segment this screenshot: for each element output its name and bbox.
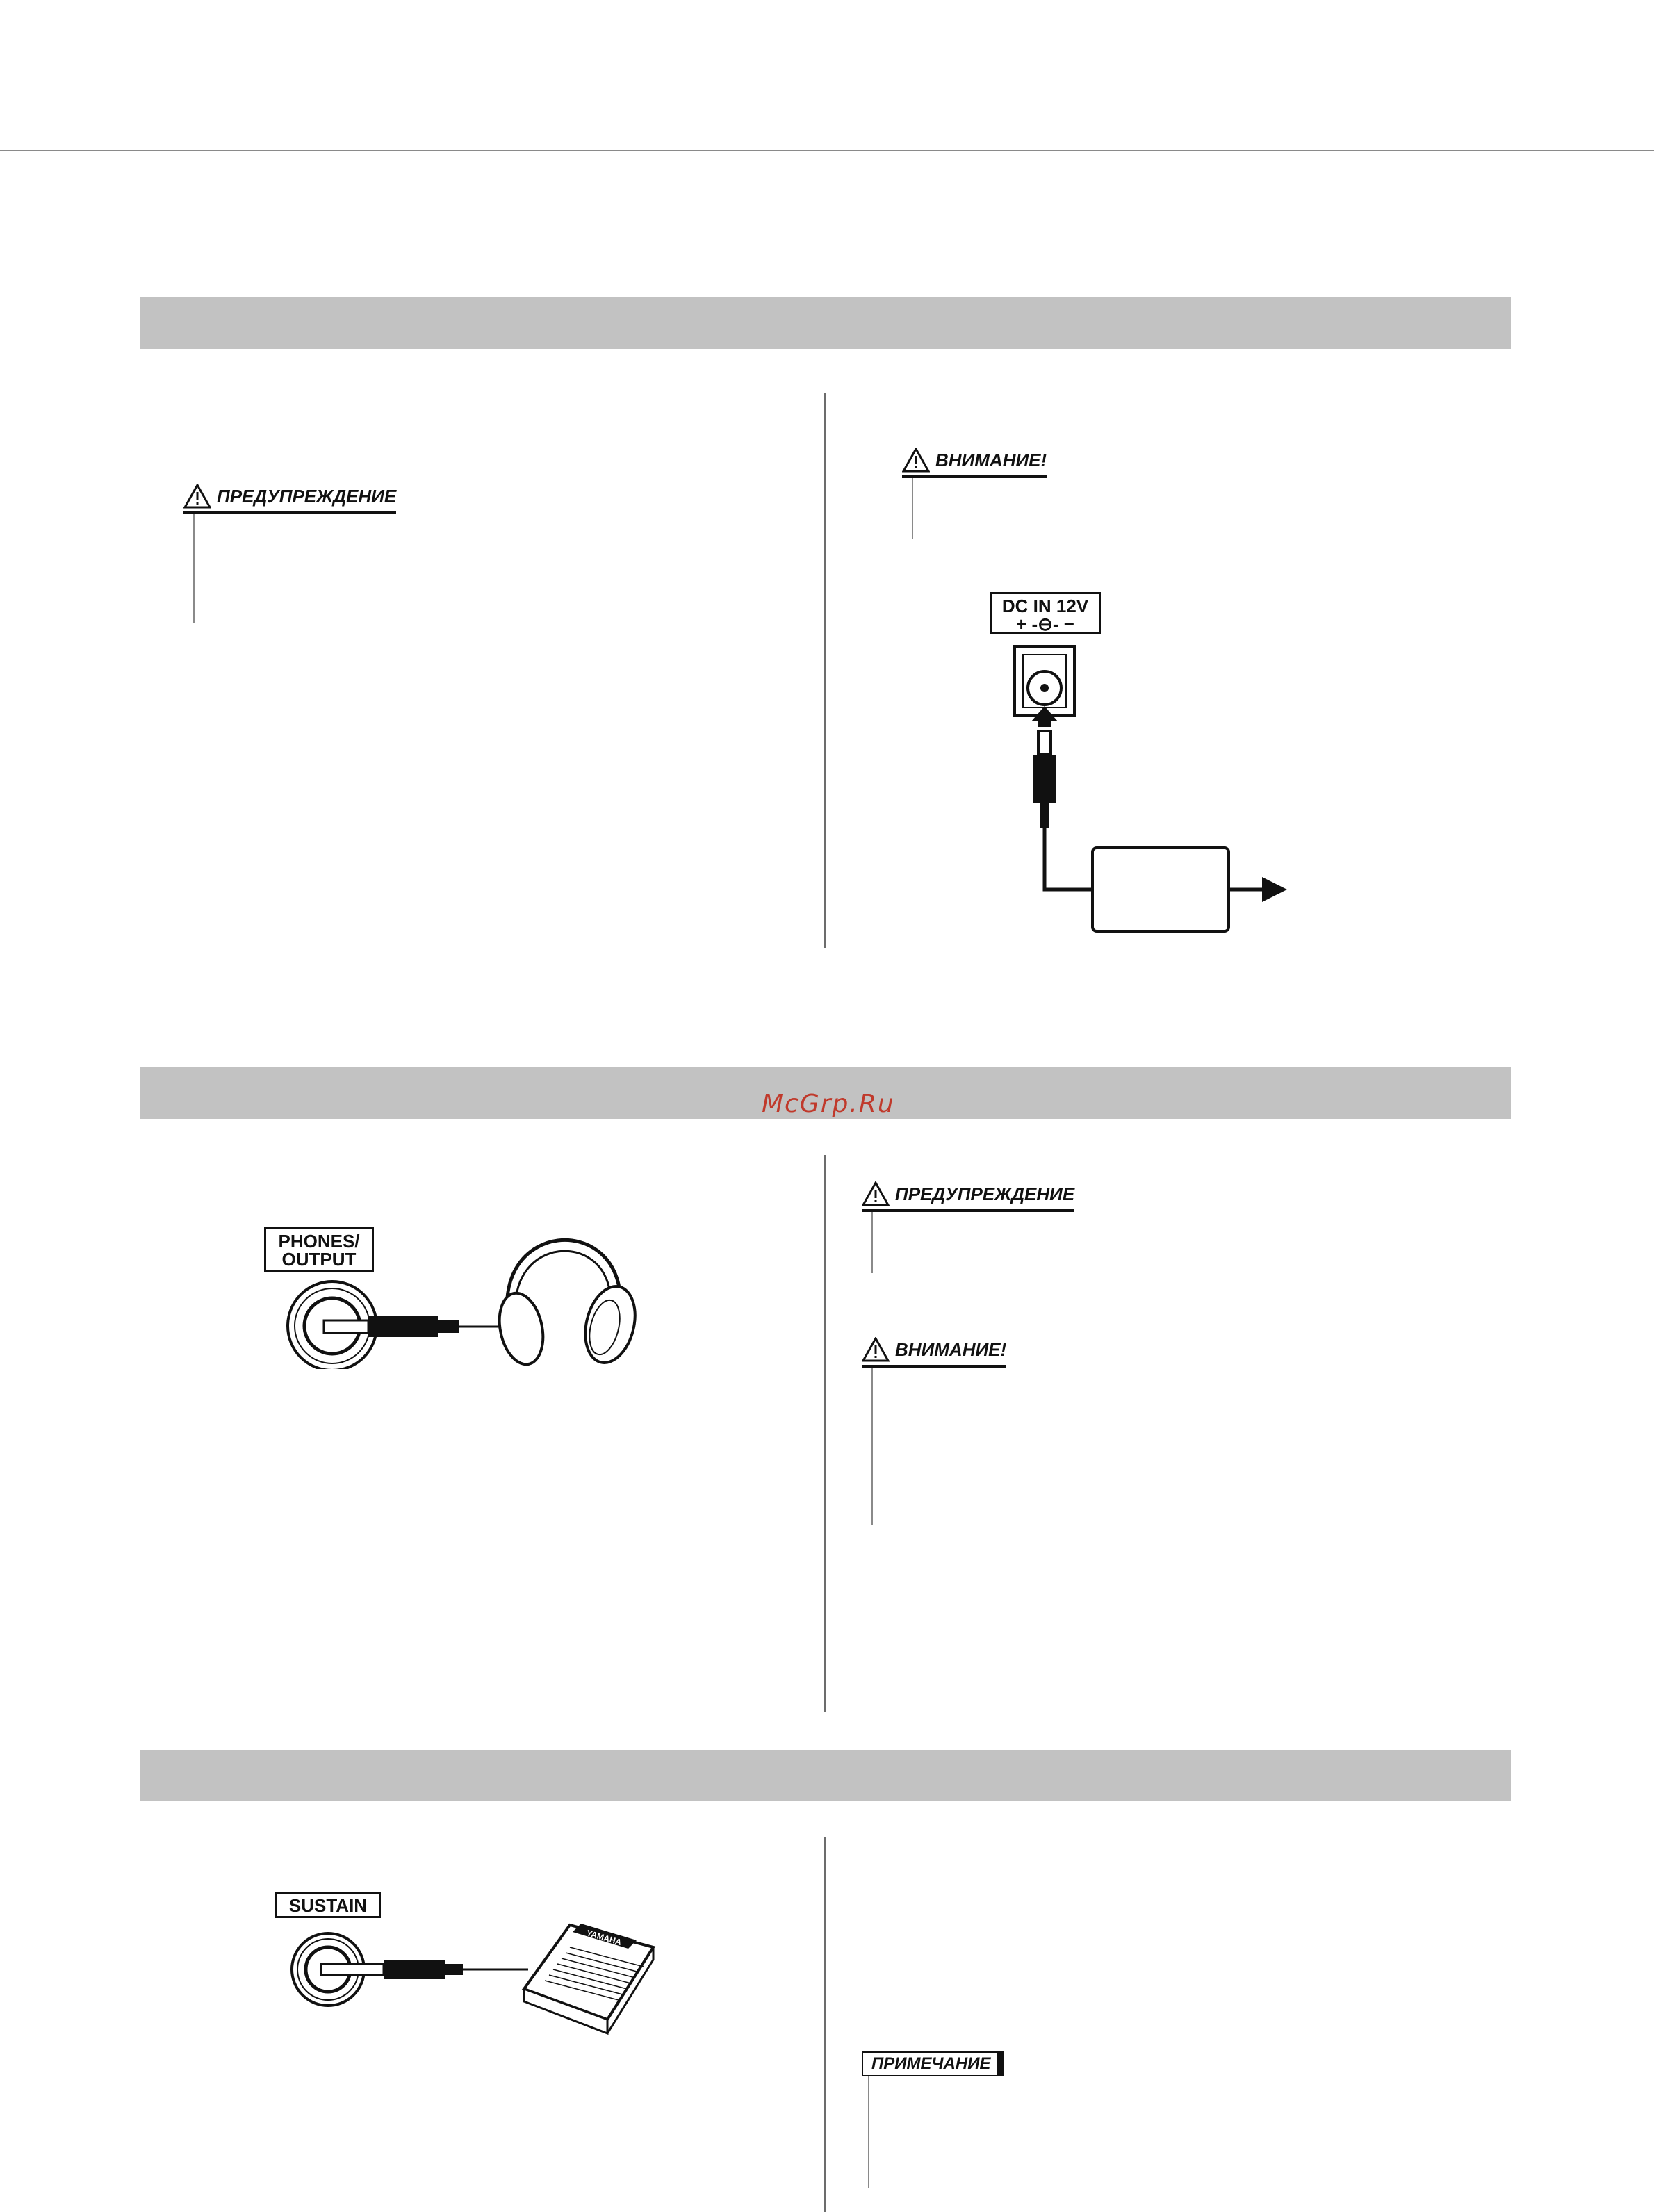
ac-adaptor-box <box>1092 848 1229 931</box>
dc-in-label-line1: DC IN 12V <box>1001 596 1089 616</box>
section-header-sustain <box>140 1750 1511 1801</box>
warning-triangle-icon <box>902 448 930 473</box>
sustain-pedal-diagram <box>278 1904 667 2043</box>
watermark: McGrp.Ru <box>762 1090 895 1118</box>
warning-bar <box>871 1212 873 1273</box>
column-divider <box>824 393 826 948</box>
column-divider <box>824 1155 826 1712</box>
page-top-rule <box>0 150 1654 151</box>
caution-label <box>902 448 1047 478</box>
arrow-icon <box>1262 877 1287 902</box>
warning-label-text: ПРЕДУПРЕЖДЕНИЕ <box>895 1183 1075 1204</box>
sustain-label-text: SUSTAIN <box>288 1895 368 1916</box>
warning-triangle-icon <box>862 1181 890 1206</box>
warning-triangle-icon <box>862 1337 890 1362</box>
caution-block-power <box>902 448 1047 478</box>
warning-label-text: ПРЕДУПРЕЖДЕНИЕ <box>217 485 397 507</box>
dc-in-label-line2: + -⊖- − <box>1016 614 1074 634</box>
phones-label-line2: OUTPUT <box>281 1249 357 1270</box>
dc-in-jack-label <box>990 592 1101 634</box>
warning-triangle-icon <box>183 484 211 509</box>
ac-adaptor-diagram <box>987 639 1307 945</box>
caution-block-phones <box>862 1337 1006 1368</box>
caution-label-text: ВНИМАНИЕ! <box>895 1338 1007 1360</box>
phones-label-line1: PHONES/ <box>278 1231 360 1252</box>
note-bar <box>868 2076 869 2188</box>
section-header-power <box>140 297 1511 349</box>
note-label: ПРИМЕЧАНИЕ <box>862 2051 1004 2076</box>
column-divider <box>824 1837 826 2212</box>
warning-label <box>862 1181 1074 1212</box>
headphones-diagram <box>278 1209 639 1369</box>
warning-label <box>183 484 396 514</box>
pedal-brand: YAMAHA <box>585 1928 623 1947</box>
caution-label <box>862 1337 1006 1368</box>
caution-bar <box>912 478 913 539</box>
warning-bar <box>193 514 195 623</box>
warning-block-phones <box>862 1181 1074 1212</box>
caution-bar <box>871 1368 873 1525</box>
caution-label-text: ВНИМАНИЕ! <box>935 449 1047 470</box>
warning-block-power <box>183 484 396 514</box>
note-block-sustain <box>862 2051 1004 2076</box>
